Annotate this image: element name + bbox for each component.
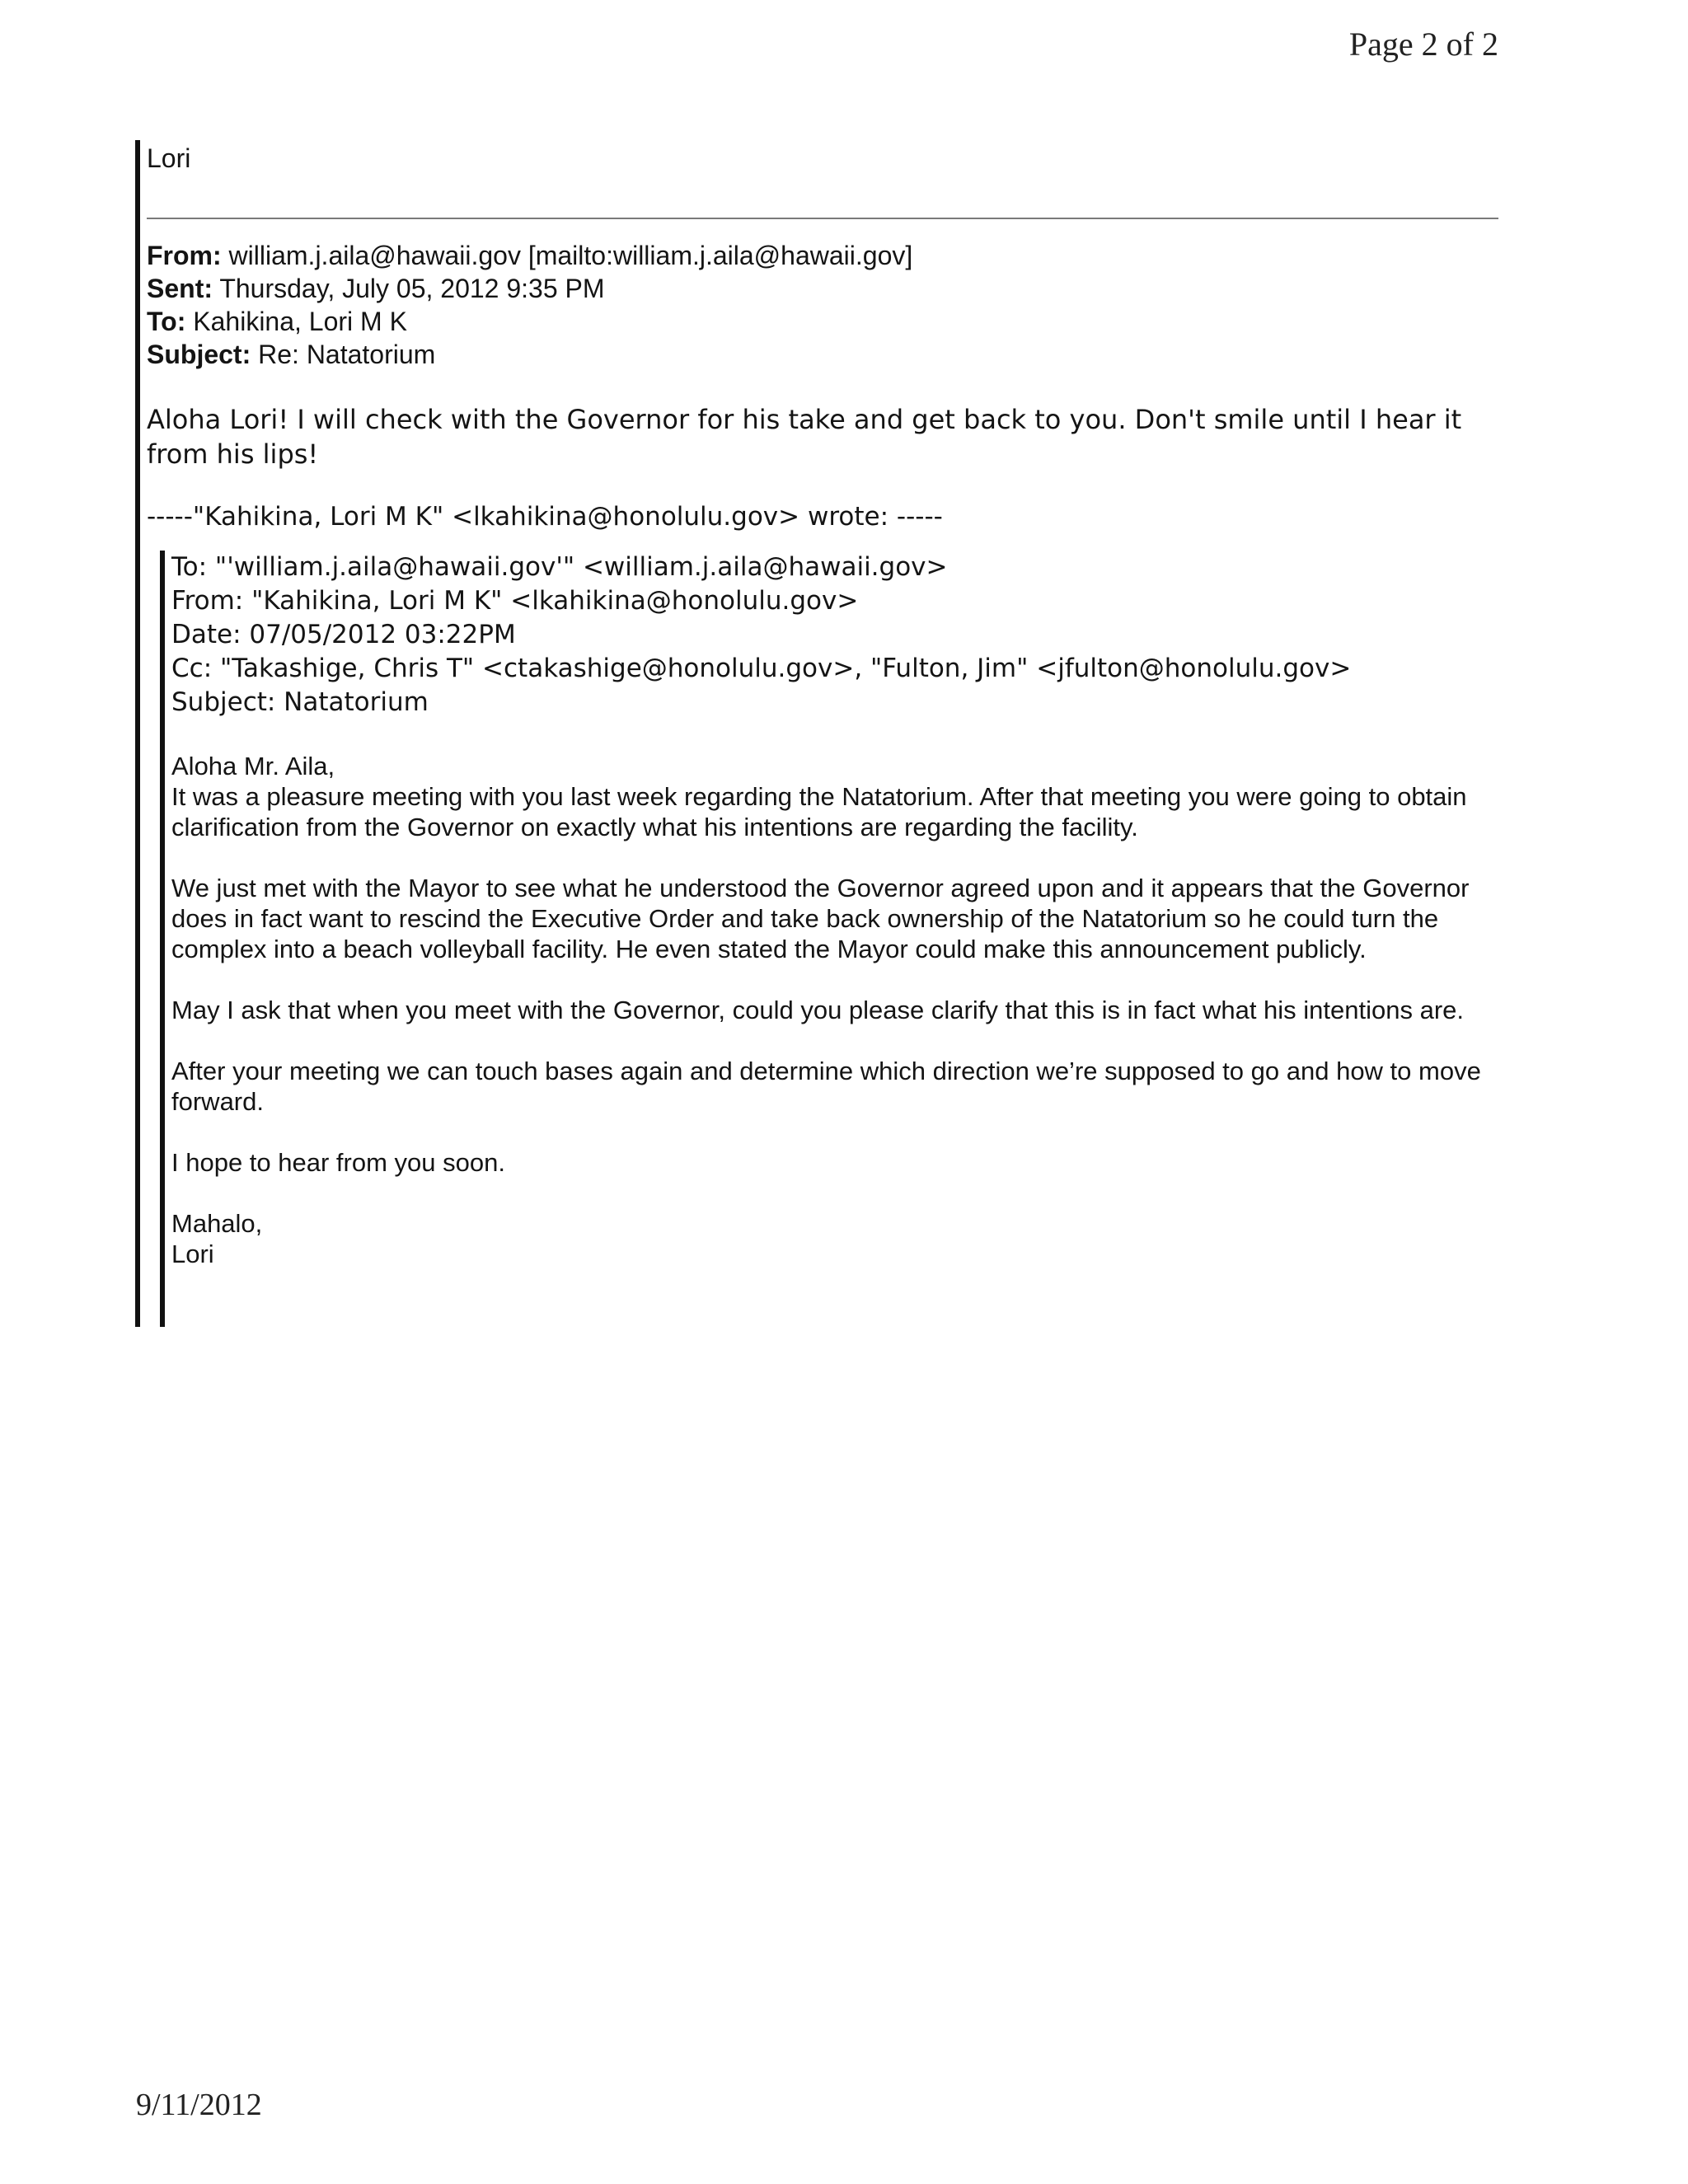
quoted-subject: Subject: Natatorium — [171, 687, 429, 717]
quoted-paragraph-3: May I ask that when you meet with the Governor, could you please clarify that this is in fact what his intentions are. — [171, 996, 1465, 1024]
header-subject-value: Re: Natatorium — [258, 340, 436, 369]
separator-rule — [147, 218, 1498, 219]
quoted-signature: Lori — [171, 1240, 214, 1268]
header-from — [147, 239, 1498, 272]
header-sent-label: Sent: — [147, 274, 213, 303]
wrote-line: -----"Kahikina, Lori M K" <lkahikina@honolulu.gov> wrote: ----- — [147, 502, 943, 532]
quoted-from: From: "Kahikina, Lori M K" <lkahikina@honolulu.gov> — [171, 586, 859, 616]
quoted-to: To: "'william.j.aila@hawaii.gov'" <william.j.aila@hawaii.gov> — [171, 552, 948, 582]
header-to-value: Kahikina, Lori M K — [193, 307, 407, 336]
quoted-greeting: Aloha Mr. Aila, — [171, 752, 335, 780]
reply-headers — [147, 239, 1498, 371]
footer-date: 9/11/2012 — [136, 2088, 262, 2122]
reply-body: Aloha Lori! I will check with the Governor for his take and get back to you. Don't smile until I hear it from his lips! — [147, 404, 1462, 470]
top-signature: Lori — [147, 143, 191, 173]
page-number: Page 2 of 2 — [1348, 26, 1498, 63]
quoted-message — [171, 551, 1507, 1269]
quoted-paragraph-4: After your meeting we can touch bases again and determine which direction we’re supposed to go and how to move forward. — [171, 1057, 1481, 1116]
header-subject — [147, 338, 1498, 371]
quoted-body — [171, 751, 1507, 1269]
header-from-label: From: — [147, 241, 222, 270]
header-sent — [147, 272, 1498, 305]
email-thread — [147, 140, 1498, 1268]
quoted-paragraph-5: I hope to hear from you soon. — [171, 1148, 505, 1177]
quoted-closing: Mahalo, — [171, 1209, 263, 1238]
quoted-cc: Cc: "Takashige, Chris T" <ctakashige@honolulu.gov>, "Fulton, Jim" <jfulton@honolulu.gov> — [171, 654, 1352, 683]
reply-quote-bar — [135, 140, 140, 1327]
quoted-paragraph-1: It was a pleasure meeting with you last week regarding the Natatorium. After that meeting you were going to obtain clarification from the Governor on exactly what his intentions are regarding the facility. — [171, 782, 1467, 841]
quoted-paragraph-2: We just met with the Mayor to see what he understood the Governor agreed upon and it appears that the Governor does in fact want to rescind the Executive Order and take back ownership of the Natatorium so he could turn the complex into a beach volleyball facility. He even stated the Mayor could make this announcement publicly. — [171, 874, 1470, 963]
header-from-value: william.j.aila@hawaii.gov [mailto:william.j.aila@hawaii.gov] — [228, 241, 913, 270]
quoted-headers — [171, 551, 1507, 719]
header-sent-value: Thursday, July 05, 2012 9:35 PM — [219, 274, 605, 303]
quoted-message-bar — [160, 551, 165, 1327]
header-to — [147, 305, 1498, 338]
header-subject-label: Subject: — [147, 340, 251, 369]
header-to-label: To: — [147, 307, 186, 336]
quoted-date: Date: 07/05/2012 03:22PM — [171, 620, 516, 649]
